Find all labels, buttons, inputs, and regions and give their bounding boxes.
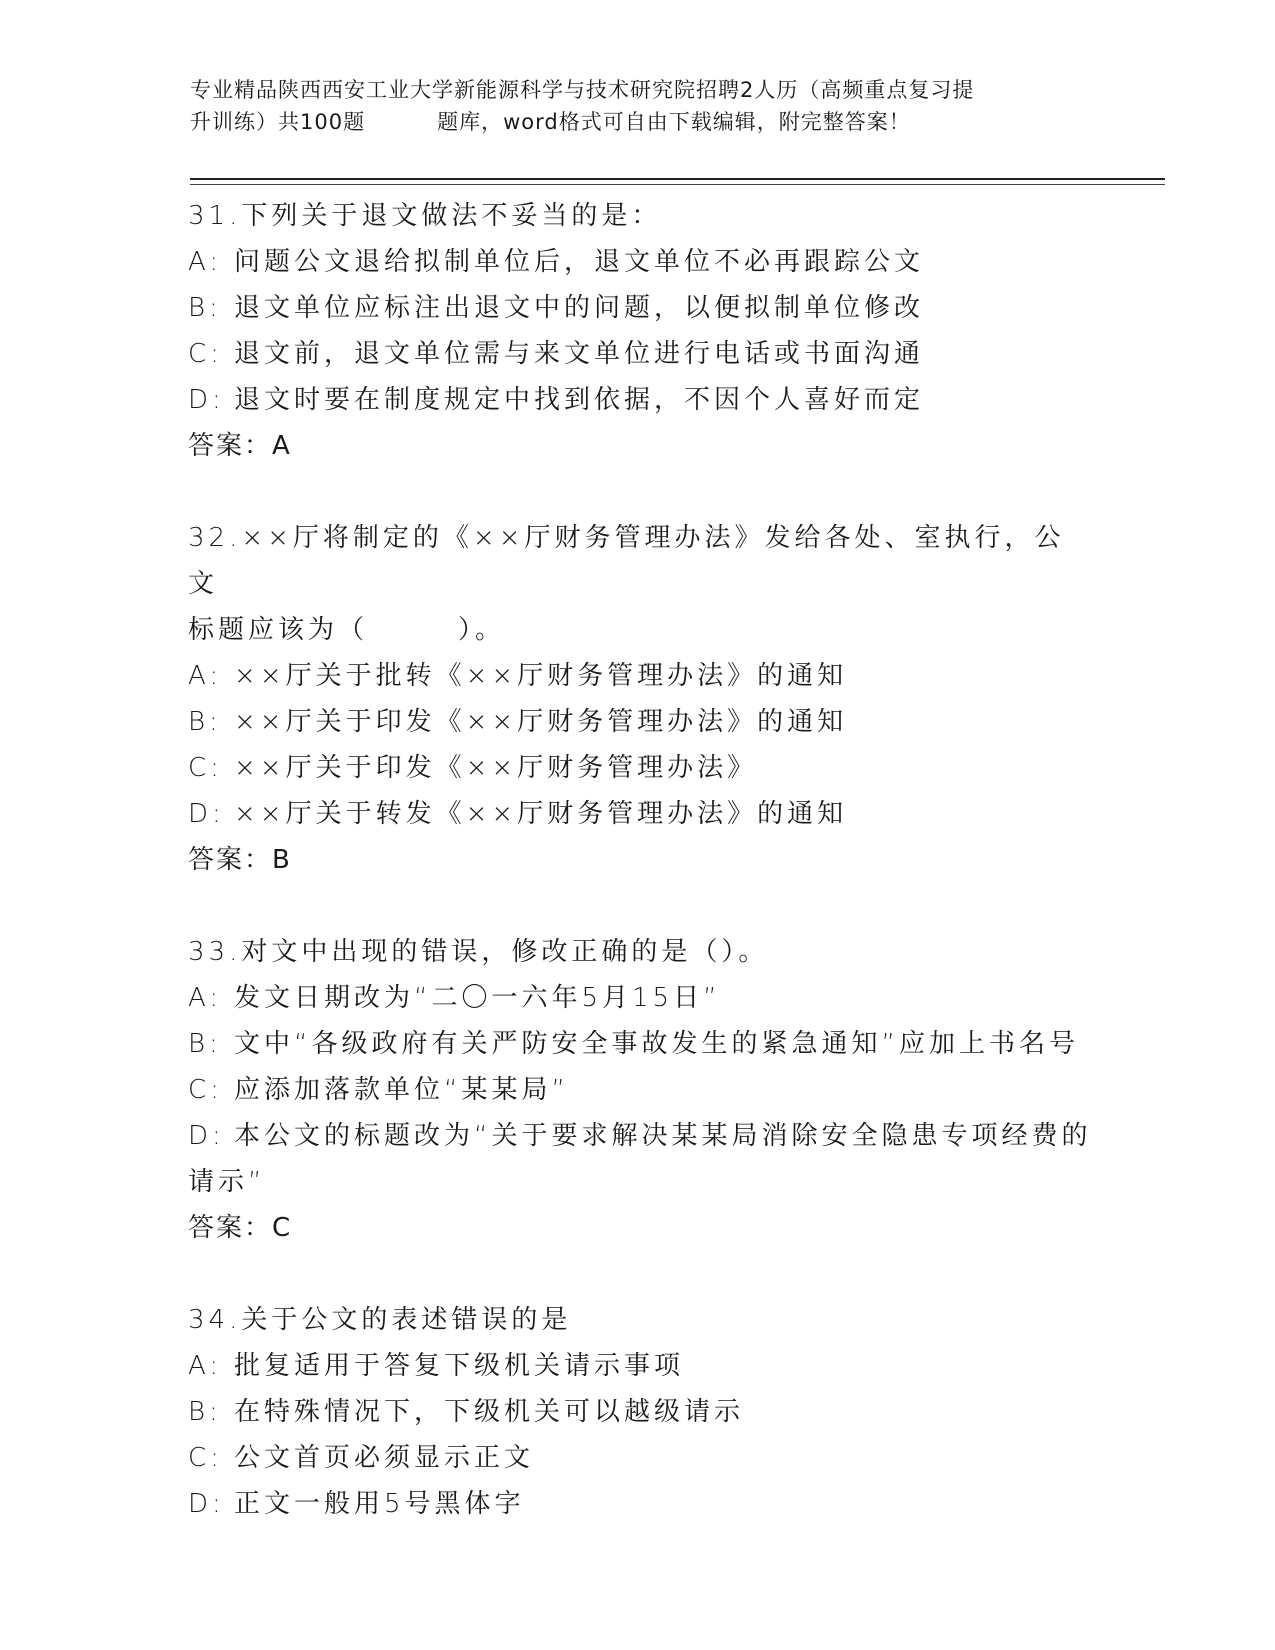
option-c — [188, 331, 1088, 377]
header-gap — [365, 106, 437, 138]
question-stem: 32.××厅将制定的《××厅财务管理办法》发给各处、室执行，公文 — [188, 523, 1065, 599]
answer-line: 答案：B — [188, 845, 292, 875]
option-c — [188, 1067, 1088, 1113]
question-31 — [188, 193, 1088, 469]
option-text: 退文前，退文单位需与来文单位进行电话或书面沟通 — [234, 339, 925, 369]
option-letter: C: — [188, 753, 223, 783]
question-list — [188, 193, 1092, 1573]
answer-line: 答案：C — [188, 1213, 293, 1243]
option-d — [188, 1481, 1088, 1527]
option-letter: C: — [188, 1075, 223, 1105]
header-line-2 — [190, 106, 1100, 138]
document-header — [190, 74, 1100, 138]
option-letter: A: — [188, 661, 223, 691]
question-stem-continued: 标题应该为（ ）。 — [188, 615, 506, 645]
header-divider-thin — [190, 184, 1165, 185]
option-a — [188, 653, 1088, 699]
header-line-2-left: 升训练）共100题 — [190, 110, 366, 134]
option-text: 退文单位应标注出退文中的问题，以便拟制单位修改 — [234, 293, 925, 323]
header-line-2-right: 题库，word格式可自由下载编辑，附完整答案！ — [437, 110, 911, 134]
option-letter: D: — [188, 799, 225, 829]
option-b — [188, 285, 1088, 331]
option-text: 发文日期改为“二〇一六年5月15日” — [234, 983, 721, 1013]
option-d-continued: 请示” — [188, 1167, 266, 1197]
option-b — [188, 1021, 1088, 1067]
option-letter: D: — [188, 1489, 225, 1519]
question-stem: 34.关于公文的表述错误的是 — [188, 1305, 572, 1335]
answer-line: 答案：A — [188, 431, 292, 461]
option-a — [188, 1343, 1088, 1389]
option-letter: B: — [188, 293, 222, 323]
option-text: 批复适用于答复下级机关请示事项 — [234, 1351, 685, 1381]
option-d — [188, 377, 1088, 423]
option-letter: A: — [188, 247, 223, 277]
question-stem: 31.下列关于退文做法不妥当的是： — [188, 201, 662, 231]
option-text: 应添加落款单位“某某局” — [234, 1075, 569, 1105]
option-b — [188, 699, 1088, 745]
option-d — [188, 1113, 1092, 1159]
option-text: 退文时要在制度规定中找到依据，不因个人喜好而定 — [234, 385, 925, 415]
question-34 — [188, 1297, 1088, 1527]
option-text: ××厅关于印发《××厅财务管理办法》 — [234, 753, 758, 783]
option-letter: C: — [188, 1443, 223, 1473]
option-letter: D: — [188, 1121, 225, 1151]
question-32 — [188, 515, 1088, 883]
option-a — [188, 975, 1088, 1021]
option-letter: A: — [188, 983, 223, 1013]
option-letter: B: — [188, 707, 222, 737]
option-d — [188, 791, 1088, 837]
question-stem: 33.对文中出现的错误，修改正确的是（）。 — [188, 937, 769, 967]
header-line-1: 专业精品陕西西安工业大学新能源科学与技术研究院招聘2人历（高频重点复习提 — [190, 78, 975, 102]
option-text: 本公文的标题改为“关于要求解决某某局消除安全隐患专项经费的 — [234, 1121, 1092, 1151]
option-text: 在特殊情况下，下级机关可以越级请示 — [234, 1397, 745, 1427]
option-letter: B: — [188, 1397, 222, 1427]
option-a — [188, 239, 1088, 285]
option-b — [188, 1389, 1088, 1435]
option-text: ××厅关于批转《××厅财务管理办法》的通知 — [234, 661, 848, 691]
question-33 — [188, 929, 1092, 1251]
option-letter: D: — [188, 385, 225, 415]
option-text: 公文首页必须显示正文 — [234, 1443, 535, 1473]
option-c — [188, 1435, 1088, 1481]
header-divider-thick — [190, 178, 1165, 180]
option-text: 正文一般用5号黑体字 — [234, 1489, 525, 1519]
option-letter: B: — [188, 1029, 222, 1059]
option-text: ××厅关于印发《××厅财务管理办法》的通知 — [234, 707, 848, 737]
option-text: ××厅关于转发《××厅财务管理办法》的通知 — [234, 799, 848, 829]
option-letter: C: — [188, 339, 223, 369]
option-c — [188, 745, 1088, 791]
option-text: 文中“各级政府有关严防安全事故发生的紧急通知”应加上书名号 — [234, 1029, 1079, 1059]
option-text: 问题公文退给拟制单位后，退文单位不必再跟踪公文 — [234, 247, 925, 277]
option-letter: A: — [188, 1351, 223, 1381]
